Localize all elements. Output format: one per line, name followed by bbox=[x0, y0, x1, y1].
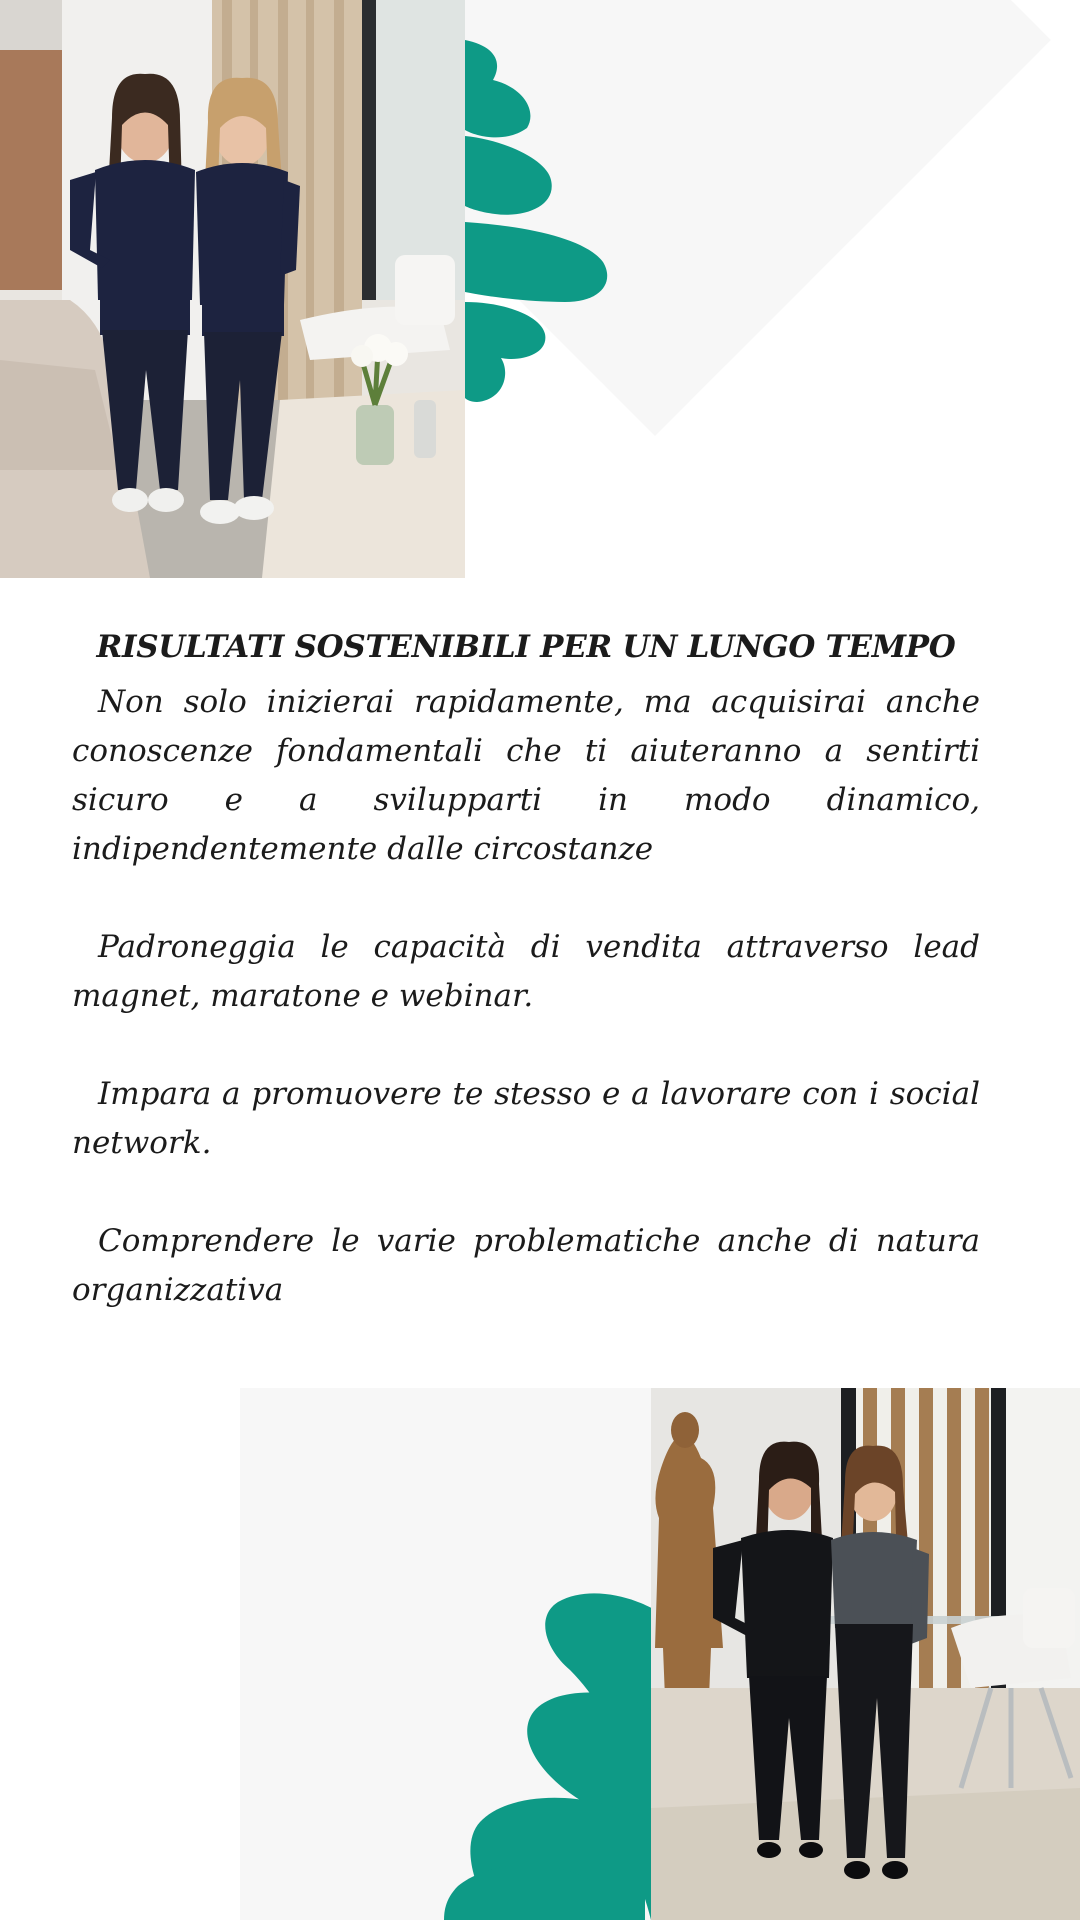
paragraph-sales-skills: Padroneggia le capacità di vendita attraverso lead magnet, maratone e webinar. bbox=[72, 929, 980, 1014]
paragraph-organization: Comprendere le varie problematiche anche di natura organizzativa bbox=[72, 1223, 980, 1308]
bottom-photo bbox=[651, 1388, 1080, 1920]
text-content bbox=[72, 622, 980, 1364]
top-brush-stroke-icon bbox=[465, 40, 625, 410]
paragraph-self-promotion: Impara a promuovere te stesso e a lavorare con i social network. bbox=[72, 1076, 980, 1161]
bottom-brush-stroke-icon bbox=[440, 1590, 655, 1920]
paragraph-intro: Non solo inizierai rapidamente, ma acquisirai anche conoscenze fondamentali che ti aiuteranno a sentirti sicuro e a svilupparti in modo dinamico, indipendentemente dalle circostanze bbox=[72, 684, 980, 867]
headline: RISULTATI SOSTENIBILI PER UN LUNGO TEMPO bbox=[96, 629, 956, 665]
top-photo bbox=[0, 0, 465, 578]
